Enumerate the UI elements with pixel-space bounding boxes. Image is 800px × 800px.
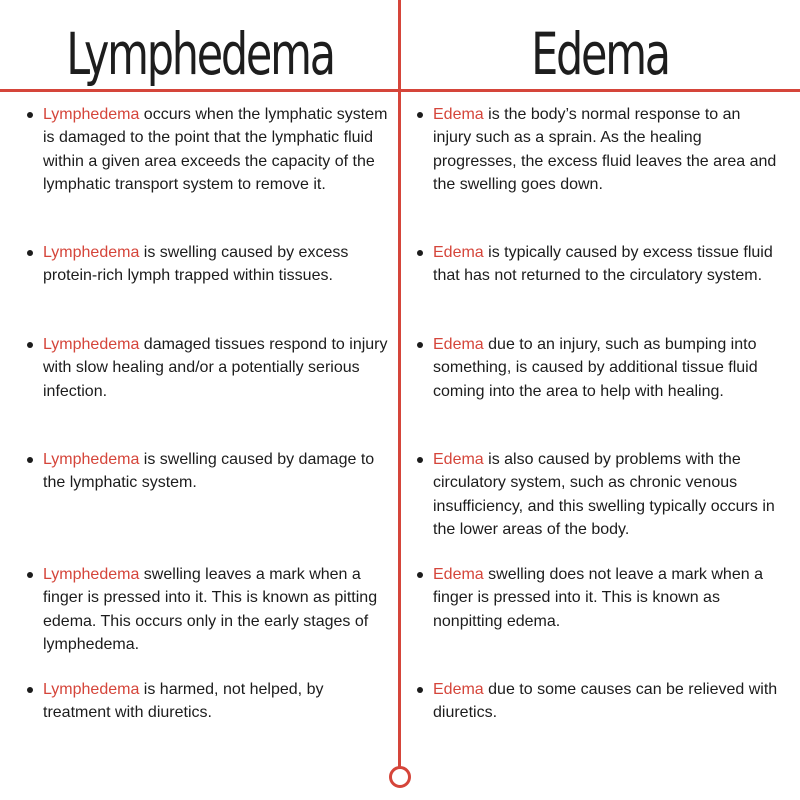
edema-item [433, 103, 778, 196]
item-text: is harmed, not helped, by treatment with diuretics. [43, 681, 324, 722]
lymphedema-item [43, 333, 388, 403]
column-divider [398, 0, 401, 768]
lymphedema-item [43, 563, 388, 656]
item-text: is typically caused by excess tissue fluid that has not returned to the circulatory system. [433, 244, 773, 285]
edema-item [433, 333, 778, 403]
item-text: swelling leaves a mark when a finger is pressed into it. This is known as pitting edema. This occurs only in the early stages of lymphedema. [43, 566, 378, 653]
item-text: is the body’s normal response to an injury such as a sprain. As the healing progresses, the excess fluid leaves the area and the swelling goes down. [433, 106, 777, 193]
edema-item [433, 678, 778, 725]
lymphedema-item [43, 241, 388, 288]
term-edema: Edema [433, 451, 484, 468]
edema-item [433, 448, 778, 541]
term-edema: Edema [433, 244, 484, 261]
term-lymphedema: Lymphedema [43, 336, 140, 353]
edema-item [433, 563, 778, 633]
item-text: damaged tissues respond to injury with slow healing and/or a potentially serious infection. [43, 336, 388, 400]
item-text: is swelling caused by excess protein-rich lymph trapped within tissues. [43, 244, 349, 285]
term-lymphedema: Lymphedema [43, 451, 140, 468]
divider-end-circle [389, 766, 411, 788]
item-text: occurs when the lymphatic system is damaged to the point that the lymphatic fluid within a given area exceeds the capacity of the lymphatic transport system to remove it. [43, 106, 388, 193]
term-edema: Edema [433, 566, 484, 583]
item-text: due to some causes can be relieved with diuretics. [433, 681, 778, 722]
term-lymphedema: Lymphedema [43, 681, 140, 698]
lymphedema-item [43, 678, 388, 725]
edema-title: Edema [531, 20, 669, 88]
term-edema: Edema [433, 336, 484, 353]
item-text: swelling does not leave a mark when a finger is pressed into it. This is known as nonpitting edema. [433, 566, 763, 630]
term-edema: Edema [433, 681, 484, 698]
lymphedema-item [43, 448, 388, 495]
term-lymphedema: Lymphedema [43, 244, 140, 261]
lymphedema-title: Lymphedema [66, 20, 334, 88]
item-text: is swelling caused by damage to the lymphatic system. [43, 451, 375, 492]
item-text: is also caused by problems with the circulatory system, such as chronic venous insufficiency, and this swelling typically occurs in the lower areas of the body. [433, 451, 775, 538]
edema-item [433, 241, 778, 288]
term-edema: Edema [433, 106, 484, 123]
term-lymphedema: Lymphedema [43, 566, 140, 583]
item-text: due to an injury, such as bumping into something, is caused by additional tissue fluid coming into the area to help with healing. [433, 336, 758, 400]
lymphedema-item [43, 103, 388, 196]
term-lymphedema: Lymphedema [43, 106, 140, 123]
